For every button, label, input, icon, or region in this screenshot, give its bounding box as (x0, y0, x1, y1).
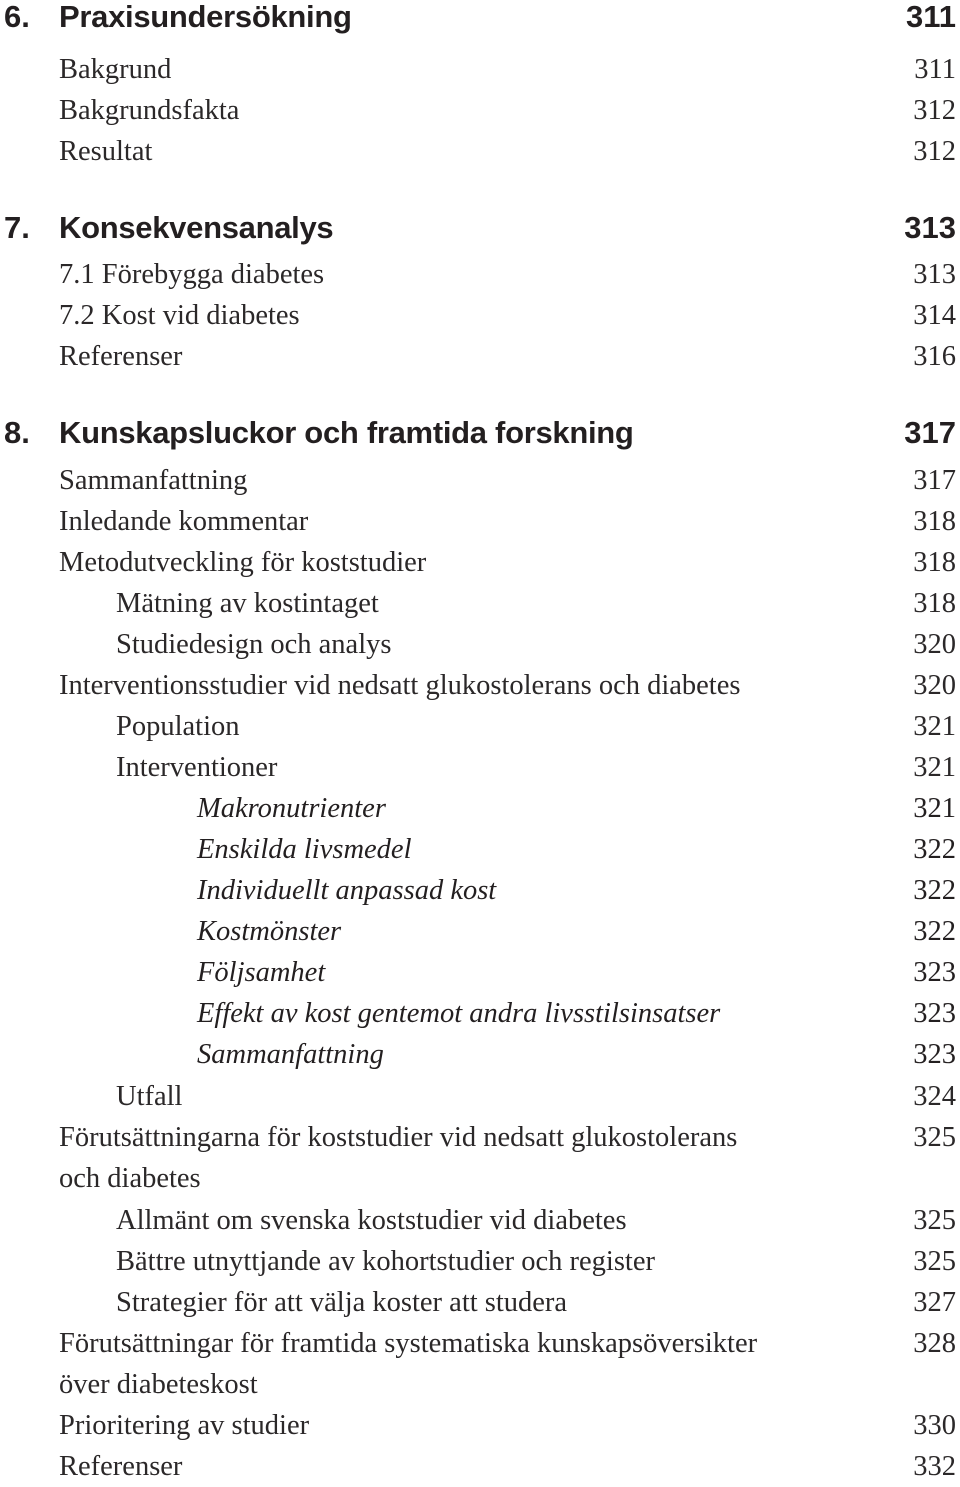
entry-title: Referenser (59, 341, 183, 372)
toc-entry[interactable] (0, 90, 960, 131)
page-number: 322 (913, 875, 956, 906)
entry-title: Kostmönster (197, 916, 342, 947)
page-number: 325 (913, 1205, 956, 1236)
toc-entry[interactable] (0, 911, 960, 952)
entry-title: Inledande kommentar (59, 506, 309, 537)
page-number: 316 (913, 341, 956, 372)
page-number: 322 (913, 834, 956, 865)
page-number: 323 (913, 957, 956, 988)
page-number: 321 (913, 711, 956, 742)
entry-title: 7.1 Förebygga diabetes (59, 259, 325, 290)
entry-title: Referenser (59, 1451, 183, 1482)
toc-entry[interactable] (0, 501, 960, 542)
page-number: 318 (913, 547, 956, 578)
page-number: 313 (904, 210, 956, 245)
entry-title: och diabetes (59, 1163, 201, 1194)
page-number: 312 (913, 136, 956, 167)
entry-title: Mätning av kostintaget (116, 588, 379, 619)
toc-chapter[interactable] (0, 412, 960, 453)
page-number: 313 (913, 259, 956, 290)
entry-title: Sammanfattning (59, 465, 248, 496)
toc-entry[interactable] (0, 829, 960, 870)
page-number: 325 (913, 1122, 956, 1153)
page-number: 320 (913, 629, 956, 660)
entry-title: Makronutrienter (197, 793, 386, 824)
toc-entry[interactable] (0, 254, 960, 295)
toc-entry[interactable] (0, 870, 960, 911)
toc-entry[interactable] (0, 1117, 960, 1158)
entry-title: Förutsättningar för framtida systematiska kunskapsöversikter (59, 1328, 758, 1359)
entry-title: Effekt av kost gentemot andra livsstilsinsatser (197, 998, 721, 1029)
toc-entry[interactable] (0, 706, 960, 747)
toc-entry[interactable] (0, 1282, 960, 1323)
page-number: 327 (913, 1287, 956, 1318)
page-number: 317 (904, 415, 956, 450)
toc-entry[interactable] (0, 295, 960, 336)
toc-entry[interactable] (0, 131, 960, 172)
toc-entry[interactable] (0, 1364, 960, 1405)
page-number: 311 (914, 54, 956, 85)
toc-entry[interactable] (0, 993, 960, 1034)
page-number: 324 (913, 1081, 956, 1112)
entry-title: Studiedesign och analys (116, 629, 392, 660)
chapter-number: 6. (4, 0, 30, 34)
entry-title: 7.2 Kost vid diabetes (59, 300, 300, 331)
page-number: 321 (913, 752, 956, 783)
page-number: 330 (913, 1410, 956, 1441)
page-number: 332 (913, 1451, 956, 1482)
toc-entry[interactable] (0, 1405, 960, 1446)
toc-entry[interactable] (0, 952, 960, 993)
toc-entry[interactable] (0, 1034, 960, 1075)
toc-entry[interactable] (0, 1323, 960, 1364)
page-number: 314 (913, 300, 956, 331)
page-number: 311 (905, 0, 956, 34)
entry-title: över diabeteskost (59, 1369, 258, 1400)
entry-title: Kunskapsluckor och framtida forskning (59, 415, 634, 450)
entry-title: Enskilda livsmedel (197, 834, 412, 865)
page-number: 320 (913, 670, 956, 701)
entry-title: Bättre utnyttjande av kohortstudier och register (116, 1246, 655, 1277)
page-number: 325 (913, 1246, 956, 1277)
entry-title: Allmänt om svenska koststudier vid diabetes (116, 1205, 627, 1236)
toc-entry[interactable] (0, 624, 960, 665)
toc-entry[interactable] (0, 1241, 960, 1282)
page-number: 321 (913, 793, 956, 824)
toc-chapter[interactable] (0, 207, 960, 248)
page-number: 323 (913, 998, 956, 1029)
entry-title: Metodutveckling för koststudier (59, 547, 427, 578)
entry-title: Praxisundersökning (59, 0, 352, 34)
page-number: 328 (913, 1328, 956, 1359)
chapter-number: 8. (4, 415, 30, 450)
toc-entry[interactable] (0, 583, 960, 624)
entry-title: Följsamhet (197, 957, 326, 988)
toc-entry[interactable] (0, 665, 960, 706)
page-number: 318 (913, 588, 956, 619)
toc-entry[interactable] (0, 788, 960, 829)
toc-entry[interactable] (0, 460, 960, 501)
entry-title: Konsekvensanalys (59, 210, 334, 245)
toc-entry[interactable] (0, 336, 960, 377)
page-number: 318 (913, 506, 956, 537)
page-number: 312 (913, 95, 956, 126)
toc-entry[interactable] (0, 49, 960, 90)
page-number: 317 (913, 465, 956, 496)
entry-title: Bakgrund (59, 54, 172, 85)
entry-title: Resultat (59, 136, 153, 167)
entry-title: Sammanfattning (197, 1039, 384, 1070)
entry-title: Individuellt anpassad kost (197, 875, 497, 906)
entry-title: Utfall (116, 1081, 183, 1112)
toc-chapter[interactable] (0, 0, 960, 37)
entry-title: Population (116, 711, 240, 742)
toc-entry[interactable] (0, 542, 960, 583)
toc-entry[interactable] (0, 747, 960, 788)
toc-entry[interactable] (0, 1158, 960, 1199)
entry-title: Bakgrundsfakta (59, 95, 240, 126)
page-number: 322 (913, 916, 956, 947)
entry-title: Strategier för att välja koster att studera (116, 1287, 568, 1318)
entry-title: Förutsättningarna för koststudier vid nedsatt glukostolerans (59, 1122, 738, 1153)
entry-title: Prioritering av studier (59, 1410, 310, 1441)
page-number: 323 (913, 1039, 956, 1070)
entry-title: Interventioner (116, 752, 278, 783)
entry-title: Interventionsstudier vid nedsatt glukostolerans och diabetes (59, 670, 741, 701)
toc-entry[interactable] (0, 1200, 960, 1241)
toc-entry[interactable] (0, 1076, 960, 1117)
chapter-number: 7. (4, 210, 30, 245)
